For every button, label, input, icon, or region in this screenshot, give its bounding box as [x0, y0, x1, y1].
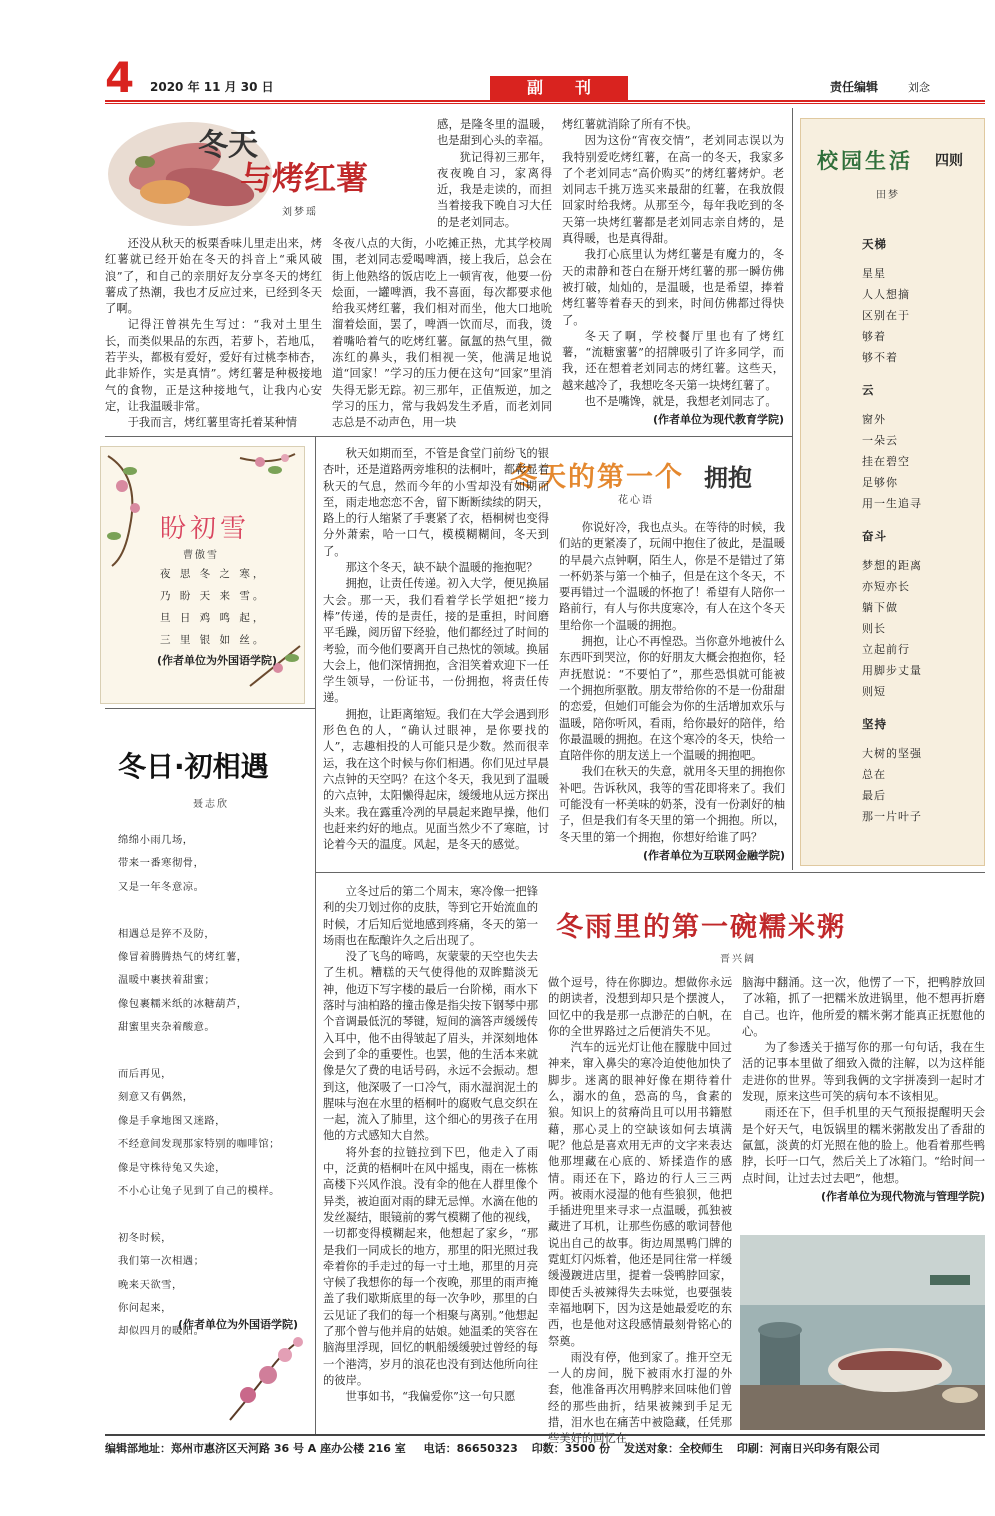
art2-poem: [160, 563, 266, 651]
art4-poems: [862, 228, 922, 827]
poem-line: 又是一年冬意凉。: [118, 880, 205, 893]
section-banner: 副 刊: [490, 76, 628, 100]
art6-author: 晋兴阔: [720, 954, 756, 965]
poem-line: 足够你: [862, 476, 898, 489]
poem-line: 甜蜜里夹杂着酸意。: [118, 1021, 216, 1034]
art6-column-3: [742, 975, 985, 1225]
paragraph: 立冬过后的第二个周末，寒冷像一把锋利的尖刀划过你的皮肤，等到它开始流血的时候，才后知后觉地感到疼痛，冬天的第一场雨也在酝酿许久之后出现了。: [323, 885, 538, 947]
issue-date: 2020 年 11 月 30 日: [150, 80, 274, 94]
rice-porridge-image: [740, 1235, 985, 1430]
art2-credit: (作者单位为外国语学院): [157, 654, 278, 667]
poem-line: 温暖中裹挟着甜蜜；: [118, 974, 216, 987]
paragraph: 我们在秋天的失意，就用冬天里的拥抱你补吧。告诉秋风，我等的雪花即将来了。我们可能没有一杯美味的奶茶，没有一份剥好的柚子，但是我们有冬天里的第一个拥抱。所以，冬天里的第一个拥抱，你想好给谁了吗？: [559, 765, 785, 844]
footer-rule: [105, 1434, 985, 1436]
poem-line: 区别在于: [862, 309, 910, 322]
poem-line: 亦短亦长: [862, 580, 910, 593]
art6-column-1: [323, 884, 538, 1432]
poem-line: 旦 日 鸡 鸣 起，: [160, 612, 267, 624]
poem-line: 而后再见，: [118, 1068, 172, 1081]
paragraph: 烤红薯就消除了所有不快。: [562, 118, 698, 131]
poem-line: 乃 盼 天 来 雪。: [160, 590, 267, 602]
poem-line: 夜 思 冬 之 寒，: [160, 568, 267, 580]
poem-line: 不小心让兔子见到了自己的模样。: [118, 1185, 280, 1198]
poem-line: 像是手拿地图又迷路，: [118, 1114, 226, 1127]
paragraph: 雨没有停，他到家了。推开空无一人的房间，脱下被雨水打湿的外套，他准备再次用鸭脖来回味他们曾经的那些曲折，结果被辣到手足无措，泪水也在痛苦中被隐藏，任凭那些美好的回忆在: [548, 1350, 732, 1446]
paragraph: 冬夜八点的大街，小吃摊正热，尤其学校周围，老刘同志爱喝啤酒，接上我后，总会在街上他熟络的饭店吃上一顿宵夜，他要一份烩面，一罐啤酒，我不喜面，每次都要求他给我买烤红薯，我们相对而坐，他大口地吮溜着烩面，罢了，啤酒一饮而尽，而我，烫着嘴哈着气的吃烤红薯。氤氲的热气里，微冻红的鼻头，我们相视一笑，他满足地说道“回家！”学习的压力便在这句“回家”里消失得无影无踪。初三那年，正值叛逆，加之学习的压力，常与我妈发生矛盾，而老刘同志总是不动声色，用一块: [332, 237, 552, 430]
editor-name: 刘念: [908, 81, 930, 94]
paragraph: 雨还在下，但手机里的天气预报提醒明天会是个好天气，电饭锅里的糯米粥散发出了香甜的氤氲，淡黄的灯光照在他的脸上。他看着那些鸭脖，长吁一口气，然后关上了冰箱门。“给时间一点时间，让过去过去吧”，他想。: [742, 1106, 986, 1185]
art5-author: 聂志欣: [193, 799, 229, 810]
poem-line: 立起前行: [862, 643, 910, 656]
header-rule: [105, 100, 985, 104]
poem-line: 躺下做: [862, 601, 898, 614]
art1-column-2a: [437, 117, 552, 236]
paragraph: 拥抱，让心不再惶恐。当你意外地被什么东西吓到哭泣，你的好朋友大概会抱抱你，轻声抚慰说：“不要怕了”，那些恐惧就可能被一个拥抱所驱散。朋友带给你的不是一份甜甜的恋爱，但她们可能会为你的生活增加欢乐与温暖，陪你听风，看雨，给你最好的陪伴，给你最温暖的拥抱。在这个寒冷的冬天，快给一直陪伴你的朋友送上一个温暖的拥抱吧。: [559, 635, 785, 763]
poem-line: 初冬时候，: [118, 1231, 172, 1244]
poem-title: 天梯: [862, 237, 887, 251]
art1-author: 刘梦瑶: [282, 207, 318, 218]
art6-title: 冬雨里的第一碗糯米粥: [556, 912, 846, 943]
poem-line: 晚来天欲雪，: [118, 1278, 183, 1291]
poem-title: 奋斗: [862, 529, 887, 543]
art3-column-2: [559, 520, 785, 868]
paragraph: 做个逗号，待在你脚边。想做你永远的朗读者，没想到却只是个摆渡人，回忆中的我是那一点渺茫的白帆，在你的全世界路过之后便消失不见。: [548, 976, 732, 1038]
poem-line: 用一生追寻: [862, 497, 922, 510]
footer-count: 印数：3500 份: [531, 1442, 611, 1455]
art3-credit: (作者单位为互联网金融学院): [642, 848, 785, 862]
paragraph: 汽车的远光灯让他在朦胧中回过神来，窜入鼻尖的寒冷迫使他加快了脚步。迷离的眼神好像在期待着什么，溺水的鱼，恐高的鸟，食素的狼。知识上的贫瘠尚且可以用书籍慰藉，那心灵上的空缺该如何去填满呢？他总是喜欢用无声的文字来表达他那埋藏在心底的、矫揉造作的感情。雨还在下，路边的行人三三两两。被雨水浸湿的他有些狼狈，他把手插进兜里来寻求一点温暖，孤独被藏进了耳机，让那些伤感的歌词替他说出自己的故事。街边周黑鸭门牌的霓虹灯闪烁着，他还是同往常一样缓缓漫踱进店里，提着一袋鸭脖回家，即使舌头被辣得失去味觉，也要强装幸福地啊下，因为这是她最爱吃的东西，也是他对这段感情最刻骨铭心的祭奠。: [548, 1041, 732, 1348]
poem-line: 像包裹糯米纸的冰糖葫芦，: [118, 997, 248, 1010]
paragraph: 冬天了啊，学校餐厅里也有了烤红薯，“流糖蜜薯”的招牌吸引了许多同学，而我，还在想着老刘同志的烤红薯。这些天，越来越冷了，我想吃冬天第一块烤红薯了。: [562, 329, 784, 392]
art1-title-line2: 与烤红薯: [240, 159, 369, 197]
art1-column-3: [562, 117, 784, 431]
footer-address: 编辑部地址：郑州市惠济区天河路 36 号 A 座办公楼 216 室: [105, 1442, 406, 1455]
paragraph: 因为这份“宵夜交情”，老刘同志误以为我特别爱吃烤红薯，在高一的冬天，我家多了个老刘同志“高价购买”的烤红薯烤炉。老刘同志千挑万选买来最甜的红薯，在我放假回家时给我烤。从那至今，每年我吃到的冬天第一块烤红薯都是老刘同志亲自烤的，是真得暖，也是真得甜。: [562, 134, 784, 246]
poem-line: 窗外: [862, 413, 886, 426]
poem-line: 像是守株待兔又失途，: [118, 1161, 226, 1174]
poem-line: 像冒着腾腾热气的烤红薯，: [118, 951, 248, 964]
poem-line: 那一片叶子: [862, 810, 922, 823]
paragraph: 于我而言，烤红薯里寄托着某种情: [127, 416, 298, 430]
art1-column-1: [105, 236, 322, 431]
footer-target: 发送对象：全校师生: [623, 1442, 723, 1455]
art3-column-1: [323, 446, 549, 866]
poem-line: 刻意又有偶然，: [118, 1091, 194, 1104]
poem-line: 相遇总是猝不及防，: [118, 927, 216, 940]
art3-title-suffix: 拥抱: [704, 463, 752, 492]
art1-credit: (作者单位为现代教育学院): [652, 413, 784, 427]
art2-author: 曹傲雪: [183, 550, 219, 561]
paragraph: 世事如书，“我偏爱你”这一句只愿: [345, 1390, 516, 1404]
art5-title: 冬日·初相遇: [118, 750, 269, 783]
paragraph: 拥抱，让责任传递。初入大学，便见换届大会。那一天，我们看着学长学姐把“接力棒”传递，传的是责任，接的是重担，时间磨平毛躁，阅历留下经验，他们都经过了时间的考验，而今他们要离开自己热忱的领域。换届大会上，他们深情拥抱，含泪笑着欢迎下一任学生领导，一份证书，一份拥抱，将责任传递。: [323, 577, 549, 705]
paragraph: 也不是嘴馋，就是，我想老刘同志了。: [584, 395, 777, 409]
poem-line: 我们第一次相遇；: [118, 1255, 205, 1268]
art4-title-suffix: 四则: [935, 153, 963, 169]
poem-line: 够着: [862, 330, 886, 343]
paragraph: 没了飞鸟的啼鸣，灰蒙蒙的天空也失去了生机。糟糕的天气使得他的双眸黯淡无神，他迈下写字楼的最后一台阶梯，雨水下落时与油柏路的撞击像是指尖按下钢琴中那个音调最低沉的琴键，短间的滴答声缓缓传入耳中，他不由得皱起了眉头，并深刻地体会到了伞的重要性。也罢，他的生活本来就像是欠了费的电话号码，永远不会振动。想到这，他深吸了一口冷气，雨水湿润泥土的腥味与泡在水里的梧桐叶的腐败气息交织在一起，流入了肺里，这个细心的男孩子在用他的方式感知大自然。: [323, 950, 538, 1143]
paragraph: 将外套的拉链拉到下巴，他走入了雨中，泛黄的梧桐叶在风中摇曳，雨在一栋栋高楼下兴风作浪。没有伞的他在人群里像个异类，被迫面对雨的肆无忌惮。水滴在他的发丝凝结，眼镜前的雾气模糊了他的视线，一切都变得模糊起来，他想起了家乡，“那是我们一同成长的地方，那里的阳光照过我牵着你的手走过的每一寸土地，那里的月亮守候了我想你的每一个夜晚，那里的雨声掩盖了我们歇斯底里的每一次争吵，那里的白云见证了我们的每一个相聚与离别。”他想起了那个曾与他并肩的姑娘。她温柔的笑容在脑海里浮现，回忆的帆船缓缓驶过曾经的每一个港湾，岁月的浪花也没有到达他所向往的彼岸。: [323, 1145, 538, 1387]
footer-printer: 印刷：河南日兴印务有限公司: [736, 1442, 880, 1455]
paragraph: 感，是隆冬里的温暖，也是甜到心头的幸福。: [437, 118, 552, 148]
art4-title: 校园生活: [817, 148, 913, 173]
poem-title: 坚持: [862, 717, 887, 731]
art5-poem: [118, 829, 280, 1344]
poem-line: 绵绵小雨几场，: [118, 834, 194, 846]
poem-line: 却似四月的暖阳。: [118, 1325, 205, 1338]
art6-column-2: [548, 975, 732, 1446]
poem-line: [118, 1203, 280, 1226]
poem-line: 挂在碧空: [862, 455, 910, 468]
paragraph: 脑海中翻涌。这一次，他愣了一下，把鸭脖放回了冰箱，抓了一把糯米放进锅里，他不想再折磨自己。也许，他所爱的糯米粥才能真正抚慰他的心。: [742, 976, 985, 1038]
poem-line: 星星: [862, 267, 886, 280]
poem-line: 总在: [862, 768, 886, 781]
poem-title: 云: [862, 383, 875, 397]
poem-line: [118, 1040, 280, 1063]
divider: [315, 872, 985, 873]
divider: [792, 108, 793, 870]
editor-label: 责任编辑: [830, 80, 879, 94]
paragraph: 你说好冷，我也点头。在等待的时候，我们站的更紧凑了，玩闹中抱住了彼此，是温暖的早晨六点钟啊，陌生人，你是不是错过了第一杯奶茶与第一个柚子，但是在这个冬天，不要再错过一个温暖的怀抱了！希望有人陪你一路前行，有人与你共度寒冷，有人在这个冬天里给你一个温暖的拥抱。: [559, 521, 785, 632]
paragraph: 秋天如期而至，不管是食堂门前纷飞的银杏叶，还是道路两旁堆积的法桐叶，都彰显着秋天的气息，然而今年的小雪却没有如期而至，雨走地恋恋不舍，留下断断续续的阴天，路上的行人缩紧了手裹紧了衣，梧桐树也变得分外萧索，哈一口气，模模糊糊间，冬天到了。: [323, 447, 549, 558]
art2-title: 盼初雪: [160, 514, 251, 544]
poem-line: 大树的坚强: [862, 747, 922, 760]
poem-line: 则短: [862, 685, 886, 698]
divider: [105, 708, 315, 709]
footer-phone: 电话：86650323: [423, 1442, 518, 1455]
paragraph: 犹记得初三那年，夜夜晚自习，家离得近，我是走读的，而担当着接我下晚自习大任的是老刘同志。: [437, 150, 552, 229]
paragraph: 记得汪曾祺先生写过：“我对土里生长，而类似果品的东西，若萝卜，若地瓜，若芋头，都极有爱好，爱好有过桃李柿杏，此非矫作，实是真情”。烤红薯是种极接地气的食物，正是这种接地气，让我内心安定，让我温暖非常。: [105, 318, 322, 413]
divider: [315, 436, 316, 1436]
plum-blossom-icon: [210, 1330, 310, 1425]
paragraph: 还没从秋天的板栗香味儿里走出来，烤红薯就已经开始在冬天的抖音上“乘风破浪”了，和自己的亲朋好友分享冬天的烤红薯成了热潮，我也才反应过来，已经到冬天了啊。: [105, 237, 322, 316]
poem-line: 梦想的距离: [862, 559, 922, 572]
poem-line: 用脚步丈量: [862, 664, 922, 677]
poem-line: 人人想摘: [862, 288, 910, 301]
paragraph: 我打心底里认为烤红薯是有魔力的，冬天的肃静和苍白在掰开烤红薯的那一瞬仿佛被打破，灿灿的，是温暖，也是希望，捧着烤红薯等着春天的到来，时间仿佛都过得快了。: [562, 248, 784, 327]
art1-title-line1: 冬天: [198, 128, 258, 163]
poem-line: 带来一番寒彻骨，: [118, 857, 205, 870]
paragraph: 那这个冬天，缺不缺个温暖的拖抱呢？: [345, 561, 538, 575]
poem-line: 不经意间发现那家特别的咖啡馆；: [118, 1138, 280, 1151]
paragraph: 为了参透关于描写你的那一句句话，我在生活的记事本里做了细致入微的注解，以为这样能走进你的世界。等到我俩的文字拼凑到一起时才发现，原来这些可笑的病句本不该相见。: [742, 1041, 985, 1104]
art4-author: 田梦: [876, 190, 900, 201]
poem-line: 三 里 银 如 丝。: [160, 634, 267, 646]
divider: [105, 436, 792, 437]
poem-line: 一朵云: [862, 434, 898, 447]
footer: [105, 1440, 985, 1456]
art5-credit: (作者单位为外国语学院): [178, 1318, 299, 1331]
art6-credit: (作者单位为现代物流与管理学院): [820, 1189, 985, 1203]
poem-line: 最后: [862, 789, 886, 802]
art3-title: 冬天的第一个: [510, 462, 684, 493]
art1-column-2b: [332, 236, 552, 431]
paragraph: 拥抱，让距离缩短。我们在大学会遇到形形色色的人，“确认过眼神，是你要找的人”，志趣相投的人可能只是少数。然而很幸运，我在这个时候与你们相遇。你们见过早晨六点钟的天空吗？在这个冬天，我见到了温暖的六点钟，太阳懒得起床，缓缓地从远方探出头来。我在露重冷冽的早晨起来跑早操，他们也赶来约好的地点。见面当然少不了寒暄，讨论着今天的温度。风起，是冬天的感觉。: [323, 707, 549, 852]
poem-line: 你问起来，: [118, 1302, 172, 1315]
art3-author: 花心语: [618, 495, 654, 506]
poem-line: 则长: [862, 622, 886, 635]
poem-line: [118, 899, 280, 922]
page-number: 4: [105, 53, 135, 102]
poem-line: 够不着: [862, 351, 898, 364]
